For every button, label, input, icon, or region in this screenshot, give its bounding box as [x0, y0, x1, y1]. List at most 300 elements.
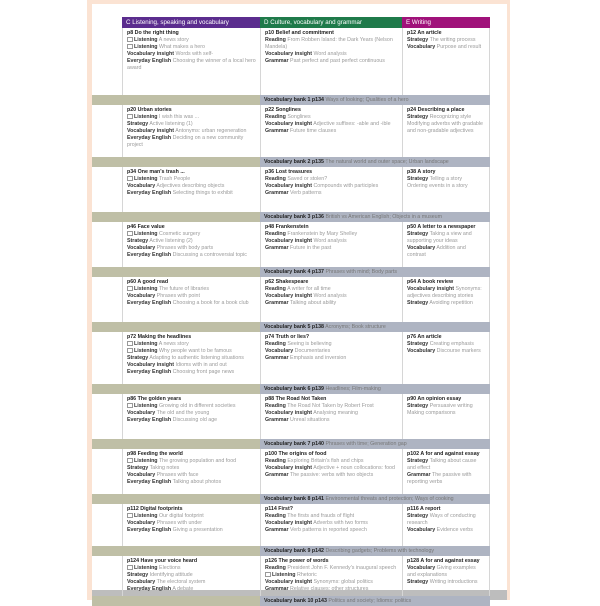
vocabulary-bank-link[interactable] [260, 322, 490, 332]
skill-topic: Why people want to be famous [159, 347, 232, 354]
skill-label: Listening [272, 571, 296, 578]
lesson-title[interactable]: p74 Truth or lies? [265, 334, 310, 340]
lesson-line [407, 183, 486, 190]
lesson-title[interactable]: p128 A for and against essay [407, 558, 480, 564]
lesson-line [407, 458, 486, 472]
lesson-line [265, 410, 399, 417]
gutter [92, 504, 122, 546]
lesson-line [127, 341, 257, 348]
skill-label: Listening [134, 230, 158, 237]
skill-topic: Unreal situations [290, 416, 330, 423]
vocabulary-bank-band [92, 322, 490, 332]
skill-label: Strategy [407, 457, 429, 464]
unit-row [92, 28, 490, 95]
lesson-line [407, 341, 486, 348]
lesson-line [127, 417, 257, 424]
lesson-title[interactable]: p36 Lost treasures [265, 169, 313, 175]
skill-topic: Phrases with body parts [156, 244, 214, 251]
skill-label: Reading [265, 113, 286, 120]
lesson-title[interactable]: p34 One man's trash ... [127, 169, 185, 175]
lesson-line [265, 458, 399, 465]
vocabulary-bank-label: Vocabulary bank 1 p134 [264, 97, 324, 103]
skill-topic: Identifying attitude [149, 571, 193, 578]
gutter [92, 394, 122, 439]
vocabulary-bank-link[interactable] [260, 267, 490, 277]
listening-cell [122, 394, 260, 439]
lesson-title[interactable]: p98 Feeding the world [127, 451, 183, 457]
skill-label: Strategy [127, 237, 149, 244]
skill-topic: Adjective suffixes: -able and -ible [313, 120, 391, 127]
culture-cell [260, 28, 402, 95]
band-left [92, 267, 260, 277]
band-left [92, 439, 260, 449]
vocabulary-bank-band [92, 212, 490, 222]
vocabulary-bank-link[interactable] [260, 384, 490, 394]
skill-topic: Word analysis [313, 292, 347, 299]
skill-topic: Avoiding repetition [429, 299, 473, 306]
lesson-line [127, 121, 257, 128]
culture-cell [260, 222, 402, 267]
skill-label: Everyday English [127, 526, 172, 533]
skill-label: Vocabulary insight [407, 285, 454, 292]
lesson-title[interactable]: p116 A report [407, 506, 441, 512]
skill-topic: Future time clauses [290, 127, 337, 134]
skill-label: Grammar [265, 354, 289, 361]
skill-label: Vocabulary insight [265, 237, 312, 244]
lesson-line [407, 579, 486, 586]
skill-label: Vocabulary insight [265, 409, 312, 416]
lesson-line [127, 190, 257, 197]
unit-row [92, 167, 490, 212]
lesson-line [127, 369, 257, 376]
lesson-title[interactable]: p22 Songlines [265, 107, 301, 113]
skill-label: Reading [265, 340, 286, 347]
lesson-line [127, 51, 257, 58]
skill-label: Vocabulary insight [265, 464, 312, 471]
unit-row [92, 277, 490, 322]
skill-topic: Exploring Britain's fish and chips [287, 457, 364, 464]
skill-label: Grammar [265, 526, 289, 533]
skill-label: Vocabulary [265, 347, 294, 354]
skill-label: Everyday English [127, 57, 172, 64]
skill-label: Vocabulary insight [265, 50, 312, 57]
skill-label: Reading [265, 230, 286, 237]
skill-topic: Saved or stolen? [287, 175, 328, 182]
lesson-line [127, 403, 257, 410]
skill-label: Vocabulary [407, 347, 436, 354]
skill-topic: A debate [172, 585, 194, 592]
lesson-line [407, 348, 486, 355]
skill-topic: Seeing is believing [287, 340, 332, 347]
vocabulary-bank-label: Vocabulary bank 8 p141 [264, 496, 324, 502]
skill-topic: Recognizing style [429, 113, 472, 120]
skill-label: Strategy [407, 578, 429, 585]
skill-label: Grammar [265, 244, 289, 251]
lesson-title[interactable]: p90 An opinion essay [407, 396, 462, 402]
gutter [92, 556, 122, 596]
column-headers [92, 17, 490, 28]
lesson-line [127, 579, 257, 586]
skill-topic: From Robben Island: the Dark Years (Nelson Mandela) [265, 36, 393, 50]
skill-topic: What makes a hero [159, 43, 205, 50]
lesson-line [127, 135, 257, 149]
lesson-line [265, 527, 399, 534]
skill-topic: Relative clauses: other structures [290, 585, 369, 592]
lesson-line [127, 128, 257, 135]
skill-label: Reading [265, 402, 286, 409]
skill-topic: Creating emphasis [429, 340, 474, 347]
skill-topic: Deciding on a new community project [127, 134, 244, 148]
lesson-line [127, 565, 257, 572]
lesson-title[interactable]: p60 A good read [127, 279, 169, 285]
lesson-title[interactable]: p48 Frankenstein [265, 224, 309, 230]
skill-label: Reading [265, 564, 286, 571]
lesson-title[interactable]: p72 Making the headlines [127, 334, 192, 340]
lesson-line [265, 513, 399, 520]
lesson-line [407, 37, 486, 44]
skill-topic: Trash People [158, 175, 191, 182]
skill-topic: Analysing meaning [313, 409, 358, 416]
audio-icon [127, 37, 133, 42]
lesson-line [407, 527, 486, 534]
vocabulary-bank-band [92, 439, 490, 449]
vocabulary-bank-topics: Ways of looking; Qualities of a hero [323, 97, 409, 103]
skill-topic: A news story [158, 340, 189, 347]
lesson-line [127, 355, 257, 362]
skill-topic: Adverbs with two forms [313, 519, 368, 526]
lesson-title[interactable]: p24 Describing a place [407, 107, 465, 113]
audio-icon [127, 348, 133, 353]
lesson-line [265, 348, 399, 355]
band-left [92, 546, 260, 556]
skill-label: Vocabulary [407, 564, 436, 571]
skill-label: Strategy [127, 354, 149, 361]
vocabulary-bank-link[interactable] [260, 439, 490, 449]
lesson-line [265, 403, 399, 410]
skill-topic: Discourse markers [436, 347, 481, 354]
vocabulary-bank-link[interactable] [260, 95, 490, 105]
lesson-line [127, 472, 257, 479]
lesson-line [265, 286, 399, 293]
culture-cell [260, 105, 402, 157]
skill-topic: The electoral system [156, 578, 206, 585]
skill-topic: Frankenstein by Mary Shelley [287, 230, 358, 237]
lesson-title[interactable]: p10 Belief and commitment [265, 30, 334, 36]
skill-label: Vocabulary insight [265, 578, 312, 585]
lesson-line [127, 520, 257, 527]
lesson-line [265, 58, 399, 65]
culture-cell [260, 277, 402, 322]
lesson-line [265, 51, 399, 58]
writing-cell [402, 28, 490, 95]
skill-topic: Idioms with in and out [175, 361, 227, 368]
skill-topic: Songlines [287, 113, 311, 120]
skill-topic: Compounds with participles [313, 182, 379, 189]
skill-label: Vocabulary [407, 43, 436, 50]
skill-topic: Telling a story [429, 175, 462, 182]
lesson-line [265, 128, 399, 135]
vocabulary-bank-band [92, 546, 490, 556]
lesson-line [407, 300, 486, 307]
skill-label: Reading [265, 285, 286, 292]
skill-topic: The writing process [429, 36, 476, 43]
lesson-line [407, 565, 486, 579]
audio-icon [127, 565, 133, 570]
lesson-title[interactable]: p100 The origins of food [265, 451, 327, 457]
listening-cell [122, 504, 260, 546]
vocabulary-bank-topics: Phrases with time; Generation gap [323, 441, 407, 447]
skill-label: Grammar [265, 127, 289, 134]
skill-topic: Discussing a controversial topic [172, 251, 247, 258]
skill-topic: Addition and contrast [407, 244, 466, 258]
lesson-line [407, 44, 486, 51]
skill-topic: Writing introductions [429, 578, 478, 585]
lesson-title[interactable]: p114 First? [265, 506, 293, 512]
writing-cell [402, 222, 490, 267]
skill-label: Strategy [407, 340, 429, 347]
lesson-line [127, 348, 257, 355]
vocabulary-bank-band [92, 267, 490, 277]
skill-label: Vocabulary [407, 526, 436, 533]
skill-topic: Evidence verbs [436, 526, 473, 533]
skill-label: Strategy [127, 120, 149, 127]
contents-table [92, 17, 490, 606]
unit-row [92, 332, 490, 384]
lesson-title[interactable]: p8 Do the right thing [127, 30, 179, 36]
lesson-title[interactable]: p124 Have your voice heard [127, 558, 198, 564]
skill-label: Everyday English [127, 134, 172, 141]
vocabulary-bank-topics: British vs American English; Objects in a museum [323, 214, 443, 220]
band-left [92, 157, 260, 167]
skill-label: Everyday English [127, 299, 172, 306]
vocabulary-bank-topics: Politics and society; Idioms: politics [326, 598, 412, 604]
lesson-line [127, 44, 257, 51]
lesson-line [407, 513, 486, 527]
skill-label: Strategy [407, 230, 429, 237]
lesson-line [265, 245, 399, 252]
band-left [92, 494, 260, 504]
lesson-title[interactable]: p112 Digital footprints [127, 506, 183, 512]
lesson-line [127, 58, 257, 72]
skill-topic: The passive: verbs with two objects [289, 471, 374, 478]
audio-icon [127, 286, 133, 291]
lesson-line [265, 300, 399, 307]
lesson-title[interactable]: p12 An article [407, 30, 442, 36]
lesson-line [265, 190, 399, 197]
vocabulary-bank-link[interactable] [260, 596, 490, 606]
skill-topic: Active listening (1) [149, 120, 193, 127]
skill-label: Vocabulary insight [127, 50, 174, 57]
skill-topic: Phrases with under [156, 519, 202, 526]
culture-cell [260, 394, 402, 439]
skill-topic: Talking about ability [289, 299, 337, 306]
skill-topic: The firsts and frauds of flight [287, 512, 355, 519]
skill-topic: The growing population and food [158, 457, 237, 464]
skill-topic: I wish this was ... [159, 113, 200, 120]
vocabulary-bank-topics: The natural world and outer space; Urban landscape [323, 159, 449, 165]
vocabulary-bank-link[interactable] [260, 157, 490, 167]
vocabulary-bank-topics: Headlines; Film-making [323, 386, 381, 392]
audio-icon [127, 513, 133, 518]
unit-row [92, 222, 490, 267]
lesson-line [265, 472, 399, 479]
skill-topic: Purpose and result [436, 43, 482, 50]
skill-label: Listening [134, 175, 158, 182]
lesson-title[interactable]: p76 An article [407, 334, 442, 340]
unit-row [92, 504, 490, 546]
skill-label: Vocabulary [127, 409, 156, 416]
vocabulary-bank-topics: Acronyms; Book structure [323, 324, 386, 330]
lesson-title[interactable]: p86 The golden years [127, 396, 182, 402]
vocabulary-bank-band [92, 157, 490, 167]
audio-icon [127, 341, 133, 346]
header-listening-speaking-vocabulary: C Listening, speaking and vocabulary [122, 17, 260, 28]
band-left [92, 596, 260, 606]
unit-row [92, 556, 490, 596]
skill-label: Strategy [127, 571, 149, 578]
skill-topic: Word analysis [313, 50, 347, 57]
lesson-title[interactable]: p38 A story [407, 169, 436, 175]
skill-topic: Persuasive writing [429, 402, 473, 409]
skill-topic: Adapting to authentic listening situations [149, 354, 244, 361]
audio-icon [127, 114, 133, 119]
listening-cell [122, 28, 260, 95]
skill-label: Listening [134, 564, 158, 571]
gutter [92, 332, 122, 384]
skill-topic: Phrases with face [156, 471, 199, 478]
skill-label: Listening [134, 36, 158, 43]
skill-label: Grammar [265, 189, 289, 196]
skill-label: Everyday English [127, 585, 172, 592]
audio-icon [127, 403, 133, 408]
lesson-line [265, 231, 399, 238]
lesson-title[interactable]: p62 Shakespeare [265, 279, 309, 285]
gutter [92, 167, 122, 212]
culture-cell [260, 332, 402, 384]
gutter [92, 222, 122, 267]
vocabulary-bank-link[interactable] [260, 494, 490, 504]
skill-label: Strategy [407, 512, 429, 519]
skill-label: Listening [134, 43, 158, 50]
skill-label: Vocabulary [127, 471, 156, 478]
audio-icon [127, 44, 133, 49]
skill-topic: Taking notes [149, 464, 180, 471]
lesson-line [127, 527, 257, 534]
lesson-title[interactable]: p50 A letter to a newspaper [407, 224, 476, 230]
lesson-line [127, 238, 257, 245]
lesson-line [265, 121, 399, 128]
unit-rows [92, 28, 490, 606]
skill-label: Grammar [265, 585, 289, 592]
lesson-line [127, 513, 257, 520]
skill-label: Vocabulary insight [265, 182, 312, 189]
vocabulary-bank-band [92, 494, 490, 504]
lesson-line [265, 355, 399, 362]
skill-label: Vocabulary [127, 244, 156, 251]
culture-cell [260, 504, 402, 546]
skill-label: Vocabulary insight [127, 127, 174, 134]
vocabulary-bank-label: Vocabulary bank 2 p135 [264, 159, 324, 165]
culture-cell [260, 167, 402, 212]
skill-topic: Future in the past [290, 244, 332, 251]
skill-topic: Adjectives describing objects [156, 182, 225, 189]
skill-label: Vocabulary [127, 578, 156, 585]
lesson-line [127, 586, 257, 593]
lesson-line [407, 410, 486, 417]
skill-label: Grammar [265, 471, 289, 478]
skill-topic: Discussing old age [172, 416, 218, 423]
skill-label: Listening [134, 402, 158, 409]
skill-topic: Ordering events in a story [407, 182, 468, 189]
vocabulary-bank-label: Vocabulary bank 7 p140 [264, 441, 324, 447]
skill-label: Everyday English [127, 251, 172, 258]
skill-topic: The old and the young [156, 409, 210, 416]
skill-topic: Synonyms: global politics [313, 578, 373, 585]
lesson-title[interactable]: p20 Urban stories [127, 107, 172, 113]
skill-topic: Documentaries [294, 347, 331, 354]
skill-label: Grammar [265, 299, 289, 306]
skill-label: Vocabulary insight [265, 519, 312, 526]
skill-topic: President John F. Kennedy's inaugural speech [287, 564, 397, 571]
lesson-line [127, 572, 257, 579]
skill-topic: Verb patterns in reported speech [290, 526, 367, 533]
lesson-title[interactable]: p126 The power of words [265, 558, 329, 564]
listening-cell [122, 449, 260, 494]
skill-label: Strategy [407, 402, 429, 409]
lesson-line [127, 176, 257, 183]
skill-topic: Ways of conducting research [407, 512, 476, 526]
lesson-line [265, 520, 399, 527]
skill-topic: A writer for all time [287, 285, 331, 292]
skill-label: Vocabulary [127, 292, 156, 299]
listening-cell [122, 556, 260, 596]
vocabulary-bank-band [92, 384, 490, 394]
audio-icon [127, 458, 133, 463]
skill-topic: A news story [158, 36, 189, 43]
lesson-line [127, 37, 257, 44]
lesson-title[interactable]: p88 The Road Not Taken [265, 396, 327, 402]
lesson-title[interactable]: p46 Face value [127, 224, 165, 230]
lesson-title[interactable]: p102 A for and against essay [407, 451, 480, 457]
gutter [92, 28, 122, 95]
lesson-line [127, 458, 257, 465]
lesson-line [265, 114, 399, 121]
vocabulary-bank-link[interactable] [260, 212, 490, 222]
lesson-line [127, 252, 257, 259]
vocabulary-bank-topics: Describing gadgets; Problems with technology [323, 548, 435, 554]
skill-topic: Past perfect and past perfect continuous [290, 57, 385, 64]
lesson-title[interactable]: p64 A book review [407, 279, 454, 285]
lesson-line [407, 286, 486, 300]
vocabulary-bank-topics: Environmental threats and protection; Ways of cooking [323, 496, 454, 502]
listening-cell [122, 277, 260, 322]
lesson-line [407, 231, 486, 245]
skill-label: Grammar [265, 57, 289, 64]
skill-topic: The future of libraries [158, 285, 209, 292]
skill-topic: Giving a presentation [172, 526, 223, 533]
lesson-line [265, 417, 399, 424]
lesson-line [265, 465, 399, 472]
writing-cell [402, 167, 490, 212]
skill-label: Vocabulary [407, 244, 436, 251]
band-left [92, 212, 260, 222]
skill-label: Grammar [407, 471, 431, 478]
vocabulary-bank-link[interactable] [260, 546, 490, 556]
skill-topic: Taking a view and supporting your ideas [407, 230, 472, 244]
skill-label: Strategy [407, 299, 429, 306]
audio-icon [127, 176, 133, 181]
lesson-line [127, 286, 257, 293]
